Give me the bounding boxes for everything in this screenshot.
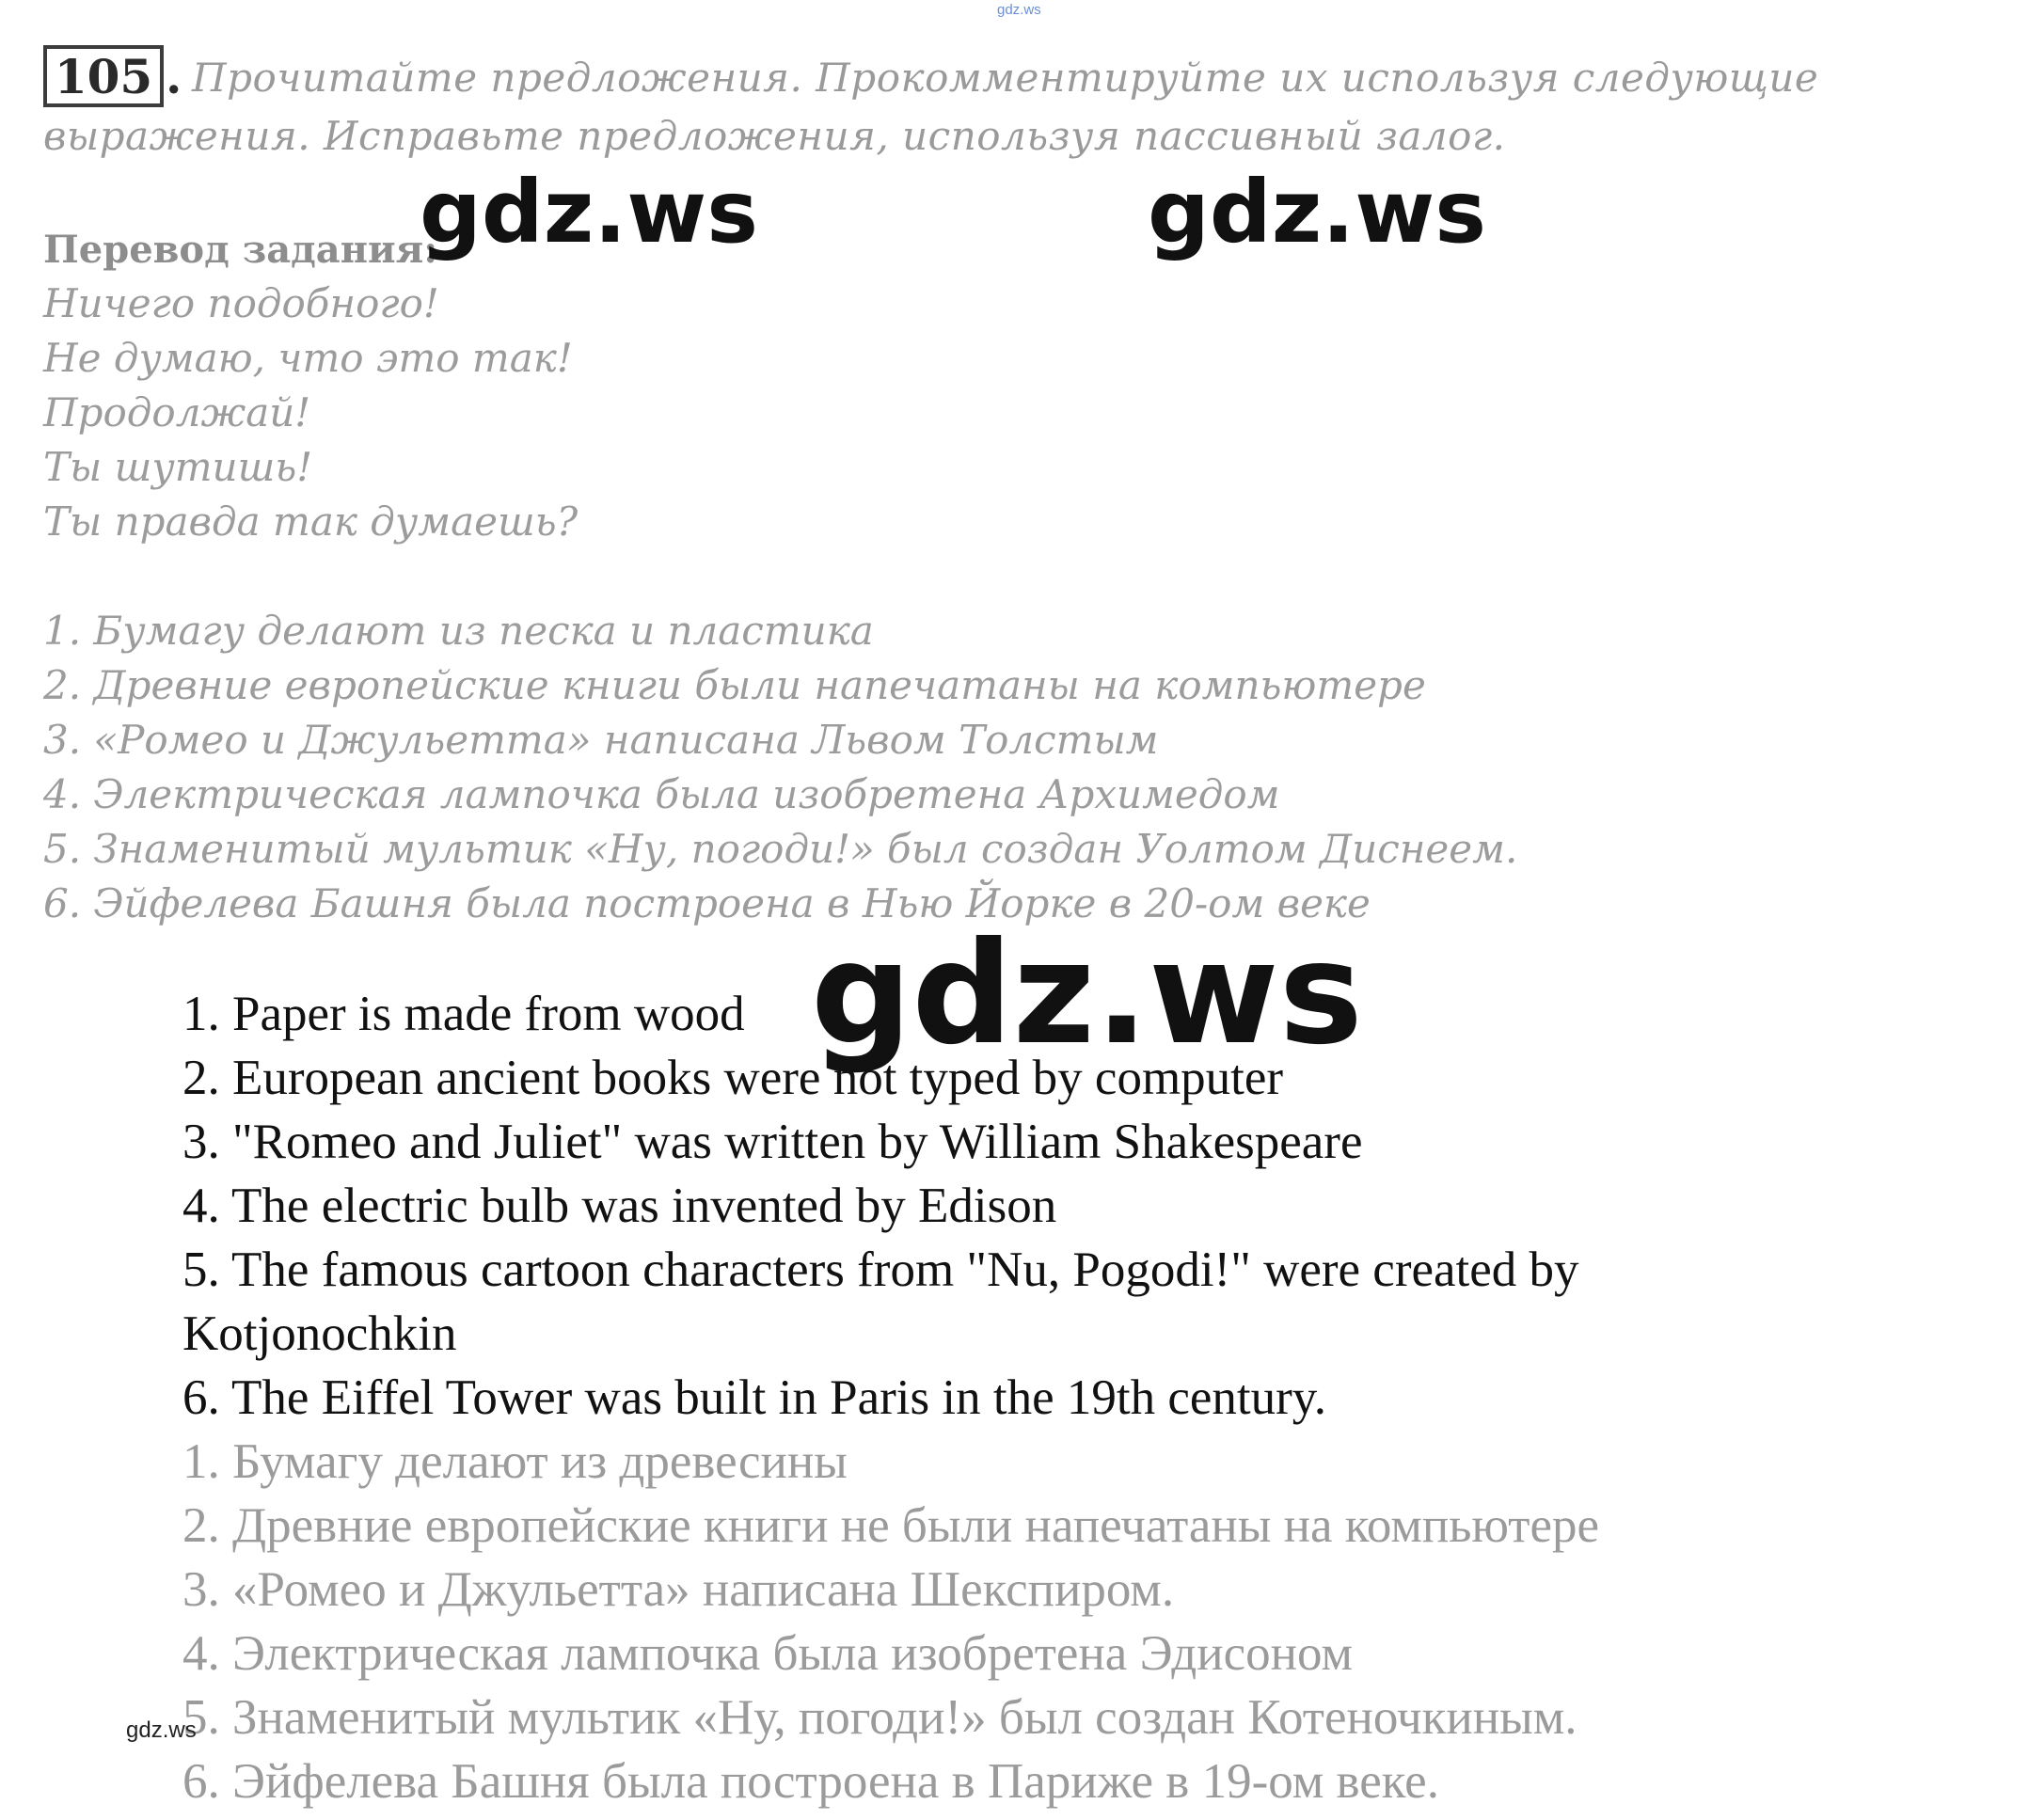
task-instruction-line-1: Прочитайте предложения. Прокомментируйте их используя следующие xyxy=(192,55,1819,101)
phrase-1: Ничего подобного! xyxy=(43,280,439,326)
task-instruction-line-2: выражения. Исправьте предложения, используя пассивный залог. xyxy=(43,113,1506,159)
phrase-4: Ты шутишь! xyxy=(43,444,313,490)
translation-label: Перевод задания: xyxy=(43,228,437,272)
statement-6: 6. Эйфелева Башня была построена в Нью Йорке в 20-ом веке xyxy=(43,880,1371,926)
answer-2: 2. European ancient books were not typed by computer xyxy=(182,1051,1284,1105)
watermark-large-1: gdz.ws xyxy=(420,162,758,262)
statement-5: 5. Знаменитый мультик «Ну, погоди!» был создан Уолтом Диснеем. xyxy=(43,826,1518,872)
phrase-2: Не думаю, что это так! xyxy=(43,335,573,381)
answer-5: 5. The famous cartoon characters from "Nu, Pogodi!" were created by xyxy=(182,1242,1579,1297)
phrase-3: Продолжай! xyxy=(43,389,311,435)
watermark-large-2: gdz.ws xyxy=(1148,162,1486,262)
answer-translation-1: 1. Бумагу делают из древесины xyxy=(182,1434,848,1489)
answer-5-continued: Kotjonochkin xyxy=(182,1306,457,1361)
watermark-large-3: gdz.ws xyxy=(811,912,1363,1076)
answer-4: 4. The electric bulb was invented by Edison xyxy=(182,1179,1057,1233)
answer-translation-6: 6. Эйфелева Башня была построена в Париже в 19-ом веке. xyxy=(182,1754,1439,1809)
watermark-small-bottom: gdz.ws xyxy=(126,1717,197,1743)
answer-translation-4: 4. Электрическая лампочка была изобретена Эдисоном xyxy=(182,1626,1353,1681)
answer-6: 6. The Eiffel Tower was built in Paris in the 19th century. xyxy=(182,1370,1327,1425)
answer-translation-5: 5. Знаменитый мультик «Ну, погоди!» был создан Котеночкиным. xyxy=(182,1690,1577,1745)
answer-translation-3: 3. «Ромео и Джульетта» написана Шекспиром. xyxy=(182,1562,1175,1617)
answer-3: 3. "Romeo and Juliet" was written by William Shakespeare xyxy=(182,1115,1363,1169)
statement-2: 2. Древние европейские книги были напечатаны на компьютере xyxy=(43,662,1426,708)
statement-1: 1. Бумагу делают из песка и пластика xyxy=(43,608,874,654)
statement-3: 3. «Ромео и Джульетта» написана Львом Толстым xyxy=(43,717,1159,763)
answer-translation-2: 2. Древние европейские книги не были напечатаны на компьютере xyxy=(182,1498,1599,1553)
exercise-number-dot: . xyxy=(166,49,182,104)
statement-4: 4. Электрическая лампочка была изобретена Архимедом xyxy=(43,771,1280,817)
answer-1: 1. Paper is made from wood xyxy=(182,987,745,1041)
exercise-number: 105 xyxy=(43,45,164,107)
watermark-top: gdz.ws xyxy=(997,2,1041,18)
phrase-5: Ты правда так думаешь? xyxy=(43,499,579,545)
